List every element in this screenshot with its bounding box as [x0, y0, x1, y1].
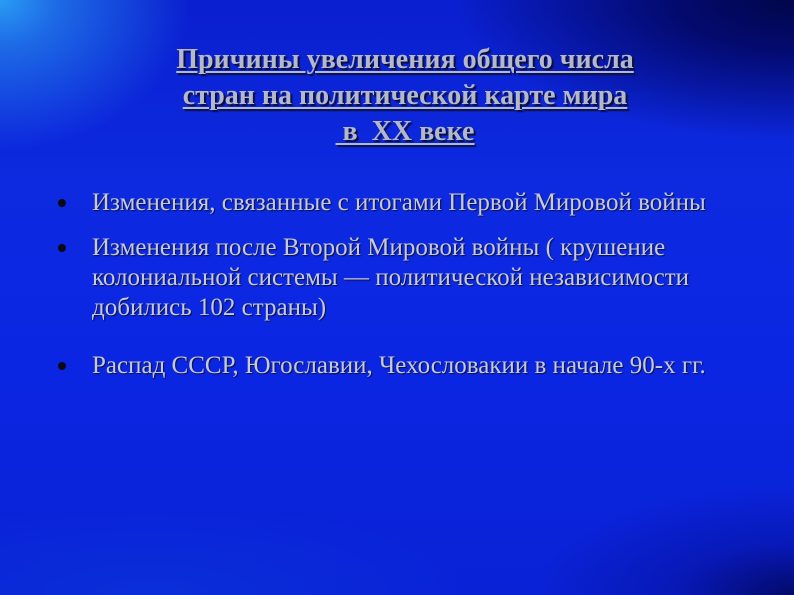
- bullet-item: [58, 351, 748, 381]
- bullet-dot-icon: [58, 199, 66, 207]
- title-line-2: стран на политической карте мира: [182, 80, 628, 111]
- bullet-text: Распад СССР, Югославии, Чехословакии в начале 90-х гг.: [92, 352, 706, 379]
- bullet-dot-icon: [58, 244, 66, 252]
- bullet-text: Изменения после Второй Мировой войны ( крушение колониальной системы — политической независимости добились 102 страны): [92, 234, 690, 321]
- bullet-list: [58, 188, 748, 381]
- bullet-item: [58, 188, 748, 218]
- bullet-item: [58, 233, 748, 323]
- slide-title: [60, 42, 750, 150]
- title-line-3: в XX веке: [335, 116, 475, 147]
- bullet-text: Изменения, связанные с итогами Первой Мировой войны: [92, 189, 706, 216]
- title-line-1: Причины увеличения общего числа: [176, 44, 634, 75]
- bullet-dot-icon: [58, 362, 66, 370]
